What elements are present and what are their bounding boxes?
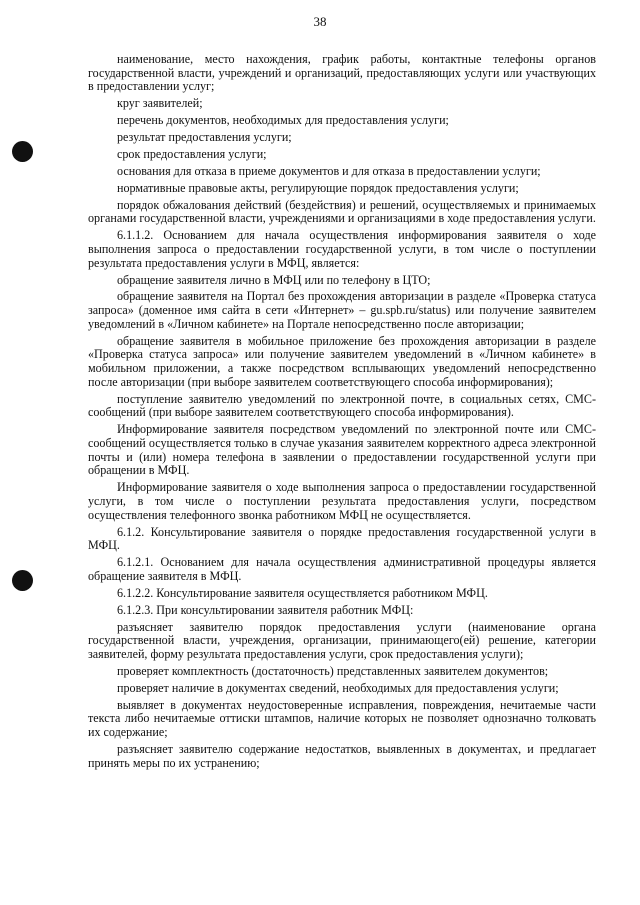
paragraph: обращение заявителя лично в МФЦ или по телефону в ЦТО; [117, 272, 431, 287]
paragraph: проверяет комплектность (достаточность) представленных заявителем документов; [117, 663, 549, 678]
paragraph: 6.1.2.1. Основанием для начала осуществления административной процедуры является обращение заявителя в МФЦ. [88, 555, 596, 583]
paragraph: наименование, место нахождения, график работы, контактные телефоны органов государственной власти, учреждений и организаций, предоставляющих услуги или участвующих в предоставлении услуг; [88, 52, 596, 94]
punch-hole-bottom [12, 570, 33, 591]
paragraph: 6.1.2.2. Консультирование заявителя осуществляется работником МФЦ. [117, 585, 488, 600]
paragraph: разъясняет заявителю содержание недостатков, выявленных в документах, и предлагает принять меры по их устранению; [88, 741, 596, 770]
paragraph: результат предоставления услуги; [117, 130, 292, 145]
paragraph: основания для отказа в приеме документов и для отказа в предоставлении услуги; [117, 163, 541, 178]
paragraph: обращение заявителя на Портал без прохождения авторизации в разделе «Проверка статуса запроса» (доменное имя сайта в сети «Интернет» – gu.spb.ru/status) или получение заявителем уведомлений в «Личном кабинете» на Портале непосредственно после авторизации; [88, 289, 596, 331]
paragraph: круг заявителей; [117, 96, 203, 111]
paragraph: нормативные правовые акты, регулирующие порядок предоставления услуги; [117, 180, 519, 195]
paragraph: разъясняет заявителю порядок предоставления услуги (наименование органа государственной власти, учреждения, организации, принимающего(ей) решение, категории заявителей, форму результата предоставления услуги, срок предоставления услуги); [88, 619, 596, 661]
paragraph: 6.1.1.2. Основанием для начала осуществления информирования заявителя о ходе выполнения запроса о предоставлении государственной услуги, в том числе о поступлении результата предоставления услуги в МФЦ, является: [88, 228, 596, 270]
paragraph: порядок обжалования действий (бездействия) и решений, осуществляемых и принимаемых органами государственной власти, учреждениями и организациями в ходе предоставления услуги. [88, 197, 596, 226]
paragraph: срок предоставления услуги; [117, 146, 267, 161]
paragraph: 6.1.2.3. При консультировании заявителя работник МФЦ: [117, 602, 414, 617]
document-body [88, 53, 596, 774]
paragraph: Информирование заявителя посредством уведомлений по электронной почте или СМС-сообщений осуществляется только в случае указания заявителем корректного адреса электронной почты и (или) номера телефона в заявлении о предоставлении государственной услуги при обращении в МФЦ. [88, 422, 596, 478]
paragraph: 6.1.2. Консультирование заявителя о порядке предоставления государственной услуги в МФЦ. [88, 524, 596, 553]
paragraph: поступление заявителю уведомлений по электронной почте, в социальных сетях, СМС-сообщений (при выборе заявителем соответствующего способа информирования). [88, 391, 596, 420]
paragraph: проверяет наличие в документах сведений, необходимых для предоставления услуги; [117, 680, 559, 695]
paragraph: выявляет в документах неудостоверенные исправления, повреждения, нечитаемые части текста либо нечитаемые оттиски штампов, наличие которых не позволяет однозначно толковать их содержание; [88, 697, 596, 740]
paragraph: Информирование заявителя о ходе выполнения запроса о предоставлении государственной услуги, в том числе о поступлении результата предоставления услуги, посредством осуществления телефонного звонка работником МФЦ не осуществляется. [88, 480, 596, 522]
paragraph: перечень документов, необходимых для предоставления услуги; [117, 113, 449, 128]
paragraph: обращение заявителя в мобильное приложение без прохождения авторизации в разделе «Проверка статуса запроса» или получение заявителем уведомлений в «Личном кабинете» в мобильном приложении, а также посредством всплывающих уведомлений непосредственно после авторизации (при выборе заявителем соответствующего способа информирования); [88, 333, 596, 389]
punch-hole-top [12, 141, 33, 162]
page-number: 38 [313, 14, 327, 29]
